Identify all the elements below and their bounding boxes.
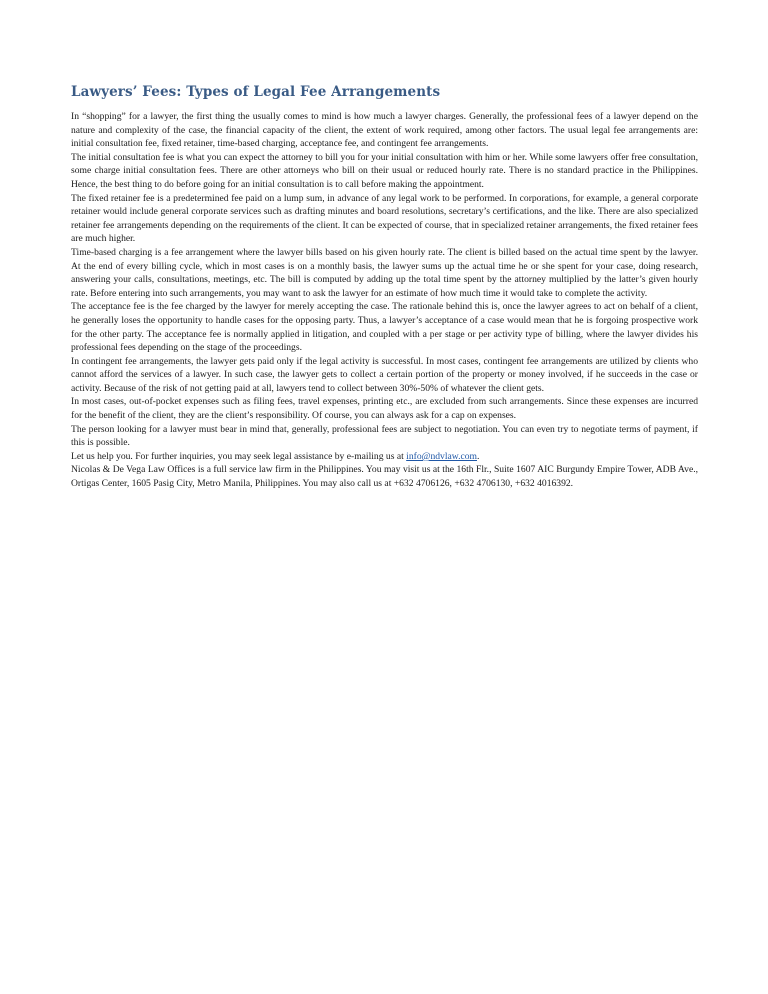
paragraph-time-based: Time-based charging is a fee arrangement where the lawyer bills based on his given hourly rate. The client is billed based on the actual time spent by the lawyer. At the end of every billing cycle, which in most cases is on a monthly basis, the lawyer sums up the actual time he or she spent for your case, doing research, answering your calls, consultations, meetings, etc. The bill is computed by adding up the total time spent by the attorney multiplied by the latter’s given hourly rate. Before entering into such arrangements, you may want to ask the lawyer for an estimate of how much time it would take to complete the activity. [71,246,698,299]
contact-prefix: Let us help you. For further inquiries, you may seek legal assistance by e-mailing us at [71,450,407,462]
document-page [71,84,698,491]
page-title: Lawyers’ Fees: Types of Legal Fee Arrangements [71,84,441,100]
paragraph-intro: In “shopping” for a lawyer, the first thing the usually comes to mind is how much a lawyer charges. Generally, the professional fees of a lawyer depend on the nature and complexity of the case, the financial capacity of the client, the extent of work required, among other factors. The usual legal fee arrangements are: initial consultation fee, fixed retainer, time-based charging, acceptance fee, and contingent fee arrangements. [71,111,698,150]
paragraph-negotiation: The person looking for a lawyer must bear in mind that, generally, professional fees are subject to negotiation. You can even try to negotiate terms of payment, if this is possible. [71,423,698,449]
paragraph-expenses: In most cases, out-of-pocket expenses such as filing fees, travel expenses, printing etc., are excluded from such arrangements. Since these expenses are incurred for the benefit of the client, they are the client’s responsibility. Of course, you can always ask for a cap on expenses. [71,396,698,422]
paragraph-fixed-retainer: The fixed retainer fee is a predetermined fee paid on a lump sum, in advance of any legal work to be performed. In corporations, for example, a general corporate retainer would include general corporate services such as drafting minutes and board resolutions, secretary’s certifications, and the like. There are also specialized retainer fee arrangements depending on the requirements of the client. It can be expected of course, that in specialized retainer arrangements, the fixed retainer fees are much higher. [71,192,698,245]
paragraph-acceptance-fee: The acceptance fee is the fee charged by the lawyer for merely accepting the case. The rationale behind this is, once the lawyer agrees to act on behalf of a client, he generally loses the opportunity to handle cases for the opposing party. Thus, a lawyer’s acceptance of a case would mean that he is forgoing prospective work for the other party. The acceptance fee is normally applied in litigation, and coupled with a per stage or per activity type of billing, where the lawyer divides his professional fees depending on the stage of the proceedings. [71,301,698,354]
paragraph-closing: Nicolas & De Vega Law Offices is a full service law firm in the Philippines. You may visit us at the 16th Flr., Suite 1607 AIC Burgundy Empire Tower, ADB Ave., Ortigas Center, 1605 Pasig City, Metro Manila, Philippines. You may also call us at +632 4706126, +632 4706130, +632 4016392. [71,464,698,490]
paragraph-contact [71,450,698,464]
paragraph-contingent-fee: In contingent fee arrangements, the lawyer gets paid only if the legal activity is successful. In most cases, contingent fee arrangements are utilized by clients who cannot afford the services of a lawyer. In such case, the lawyer gets to collect a certain portion of the property or money involved, if he succeeds in the case or activity. Because of the risk of not getting paid at all, lawyers tend to collect between 30%-50% of whatever the client gets. [71,355,698,394]
contact-suffix: . [477,450,480,462]
paragraph-initial-consultation: The initial consultation fee is what you can expect the attorney to bill you for your initial consultation with him or her. While some lawyers offer free consultation, some charge initial consultation fees. There are other attorneys who bill on their usual or reduced hourly rate. There is no standard practice in the Philippines. Hence, the best thing to do before going for an initial consultation is to call before making the appointment. [71,151,698,190]
email-link[interactable]: info@ndvlaw.com [406,450,477,462]
